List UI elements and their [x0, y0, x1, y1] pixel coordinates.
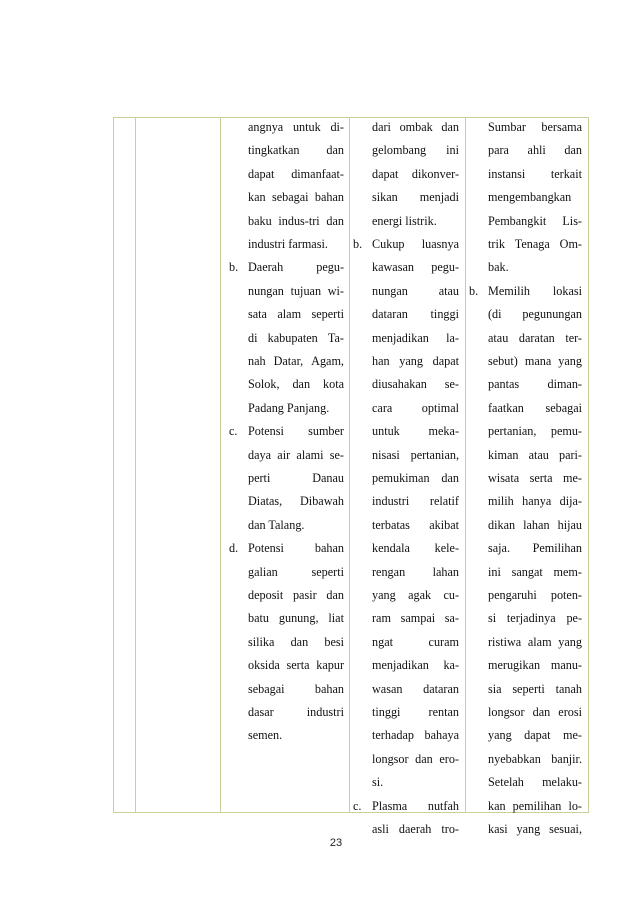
- table-col-divider: [588, 117, 589, 813]
- text-line: diusahakan se-: [372, 377, 459, 392]
- text-line: trik Tenaga Om-: [488, 237, 582, 251]
- text-line: para ahli dan: [488, 143, 582, 158]
- list-marker: d.: [229, 541, 239, 556]
- text-line: ngat curam: [372, 634, 459, 649]
- text-line: gelombang ini: [372, 143, 459, 158]
- text-line: Plasma nutfah: [372, 798, 459, 813]
- text-line: merugikan manu-: [488, 658, 582, 673]
- table-col-divider: [349, 117, 350, 813]
- text-line: ini sangat mem-: [488, 564, 582, 579]
- text-line: si.: [372, 775, 384, 790]
- text-line: instansi terkait: [488, 166, 582, 181]
- text-line: dan Talang.: [248, 517, 305, 532]
- text-line: ram sampai sa-: [372, 611, 459, 626]
- table-col-divider: [113, 117, 114, 813]
- text-line: pertanian, pemu-: [488, 424, 582, 439]
- text-line: Pembangkit Lis-: [488, 213, 582, 228]
- text-line: sia seperti tanah: [488, 681, 582, 696]
- text-line: (di pegunungan: [488, 307, 582, 322]
- table-top-border: [113, 117, 589, 118]
- text-line: ristiwa alam yang: [488, 634, 582, 649]
- text-line: longsor dan erosi: [488, 705, 582, 719]
- text-line: han yang dapat: [372, 354, 459, 368]
- text-line: daya air alami se-: [248, 447, 344, 462]
- text-line: saja. Pemilihan: [488, 541, 582, 556]
- text-line: dari ombak dan: [372, 120, 459, 134]
- text-line: asli daerah tro-: [372, 822, 459, 836]
- text-line: energi listrik.: [372, 213, 437, 228]
- text-line: dapat dimanfaat-: [248, 166, 344, 181]
- text-line: wasan dataran: [372, 681, 459, 696]
- text-line: kan sebagai bahan: [248, 190, 344, 205]
- text-line: rengan lahan: [372, 564, 459, 579]
- text-line: Daerah pegu-: [248, 260, 344, 275]
- text-line: industri farmasi.: [248, 237, 328, 251]
- text-line: dikan lahan hijau: [488, 517, 582, 532]
- text-line: sebagai bahan: [248, 681, 344, 696]
- text-line: yang dapat me-: [488, 728, 582, 743]
- text-line: Diatas, Dibawah: [248, 494, 344, 509]
- text-line: galian seperti: [248, 564, 344, 579]
- text-line: atau daratan ter-: [488, 330, 582, 345]
- text-line: bak.: [488, 260, 509, 275]
- text-line: tingkatkan dan: [248, 143, 344, 158]
- text-line: Sumbar bersama: [488, 120, 582, 134]
- text-line: menjadikan la-: [372, 330, 459, 345]
- text-line: sata alam seperti: [248, 307, 344, 322]
- text-line: terhadap bahaya: [372, 728, 459, 743]
- text-line: di kabupaten Ta-: [248, 330, 344, 345]
- text-line: perti Danau: [248, 471, 344, 485]
- text-line: yang agak cu-: [372, 588, 459, 602]
- text-line: tinggi rentan: [372, 705, 459, 719]
- text-line: milih hanya dija-: [488, 494, 582, 509]
- text-line: si terjadinya pe-: [488, 611, 582, 626]
- table-col-divider: [135, 117, 136, 813]
- text-line: Potensi bahan: [248, 541, 344, 556]
- text-line: Solok, dan kota: [248, 377, 344, 392]
- text-line: Memilih lokasi: [488, 283, 582, 298]
- text-line: semen.: [248, 728, 283, 743]
- text-line: mengembangkan: [488, 190, 572, 205]
- text-line: kiman atau pari-: [488, 447, 582, 462]
- text-line: dapat dikonver-: [372, 166, 459, 181]
- text-line: Padang Panjang.: [248, 400, 330, 415]
- text-line: nungan atau: [372, 283, 459, 298]
- text-line: deposit pasir dan: [248, 588, 344, 602]
- list-marker: c.: [229, 424, 238, 439]
- text-line: longsor dan ero-: [372, 751, 459, 766]
- text-line: kasi yang sesuai,: [488, 822, 582, 836]
- text-line: pengaruhi poten-: [488, 588, 582, 602]
- text-line: baku indus-tri dan: [248, 213, 344, 228]
- text-line: faatkan sebagai: [488, 400, 582, 415]
- text-line: industri relatif: [372, 494, 459, 509]
- text-line: cara optimal: [372, 400, 459, 415]
- text-line: batu gunung, liat: [248, 611, 344, 626]
- list-marker: b.: [353, 237, 363, 251]
- text-line: Cukup luasnya: [372, 237, 459, 251]
- list-marker: b.: [469, 283, 479, 298]
- text-line: dasar industri: [248, 705, 344, 719]
- text-line: nyebabkan banjir.: [488, 751, 582, 766]
- text-line: kendala kele-: [372, 541, 459, 556]
- text-line: pemukiman dan: [372, 471, 459, 485]
- text-line: silika dan besi: [248, 634, 344, 649]
- text-line: nah Datar, Agam,: [248, 354, 344, 368]
- text-line: sebut) mana yang: [488, 354, 582, 368]
- list-marker: b.: [229, 260, 239, 275]
- text-line: untuk meka-: [372, 424, 459, 439]
- text-line: nungan tujuan wi-: [248, 283, 344, 298]
- text-line: oksida serta kapur: [248, 658, 344, 673]
- text-line: dataran tinggi: [372, 307, 459, 322]
- text-line: Setelah melaku-: [488, 775, 582, 790]
- page-number: 23: [329, 837, 343, 849]
- text-line: pantas diman-: [488, 377, 582, 392]
- text-line: kan pemilihan lo-: [488, 798, 582, 813]
- text-line: nisasi pertanian,: [372, 447, 459, 462]
- table-col-divider: [220, 117, 221, 813]
- list-marker: c.: [353, 798, 362, 813]
- text-line: sikan menjadi: [372, 190, 459, 205]
- text-line: angnya untuk di-: [248, 120, 344, 134]
- table-col-divider: [465, 117, 466, 813]
- text-line: menjadikan ka-: [372, 658, 459, 673]
- text-line: Potensi sumber: [248, 424, 344, 439]
- text-line: terbatas akibat: [372, 517, 459, 532]
- text-line: kawasan pegu-: [372, 260, 459, 275]
- text-line: wisata serta me-: [488, 471, 582, 485]
